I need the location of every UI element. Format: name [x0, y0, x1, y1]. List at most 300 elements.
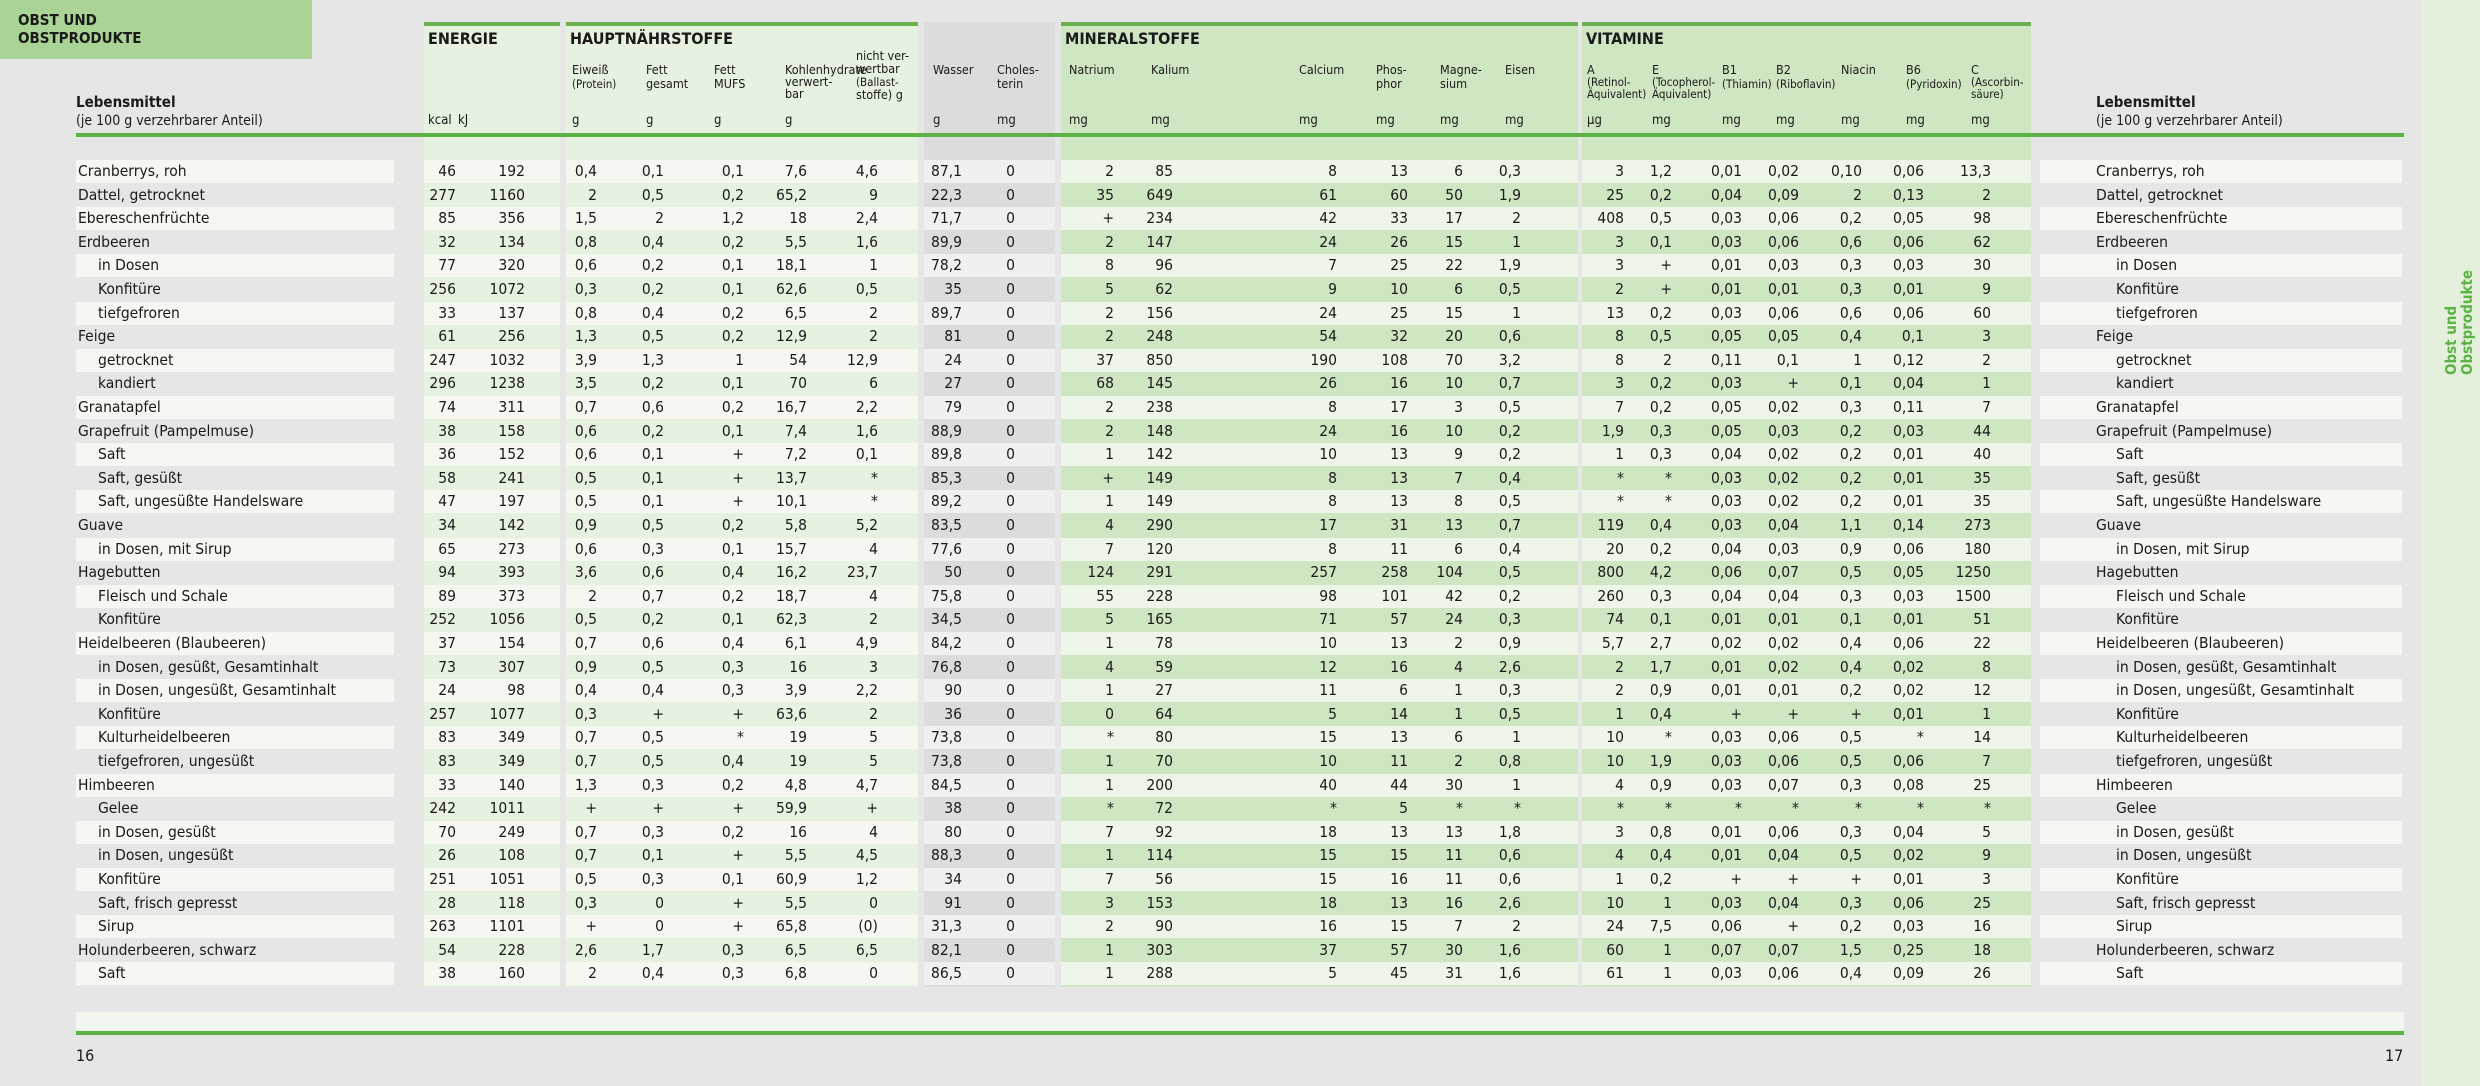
nutrient-value: 33	[438, 303, 456, 322]
nutrient-value: 1,3	[641, 350, 664, 369]
nutrient-value: 800	[1597, 563, 1624, 582]
nutrient-value: 20	[1606, 539, 1624, 558]
nutrient-value: 1	[1512, 775, 1521, 794]
nutrient-value: 0	[1006, 256, 1015, 275]
nutrient-value: 0,6	[641, 563, 664, 582]
nutrient-value: 79	[944, 398, 962, 416]
row-stripe	[2040, 302, 2402, 325]
nutrient-value: 24	[1319, 421, 1337, 440]
nutrient-value: 1	[1105, 752, 1114, 770]
nutrient-value: 0,2	[721, 586, 744, 605]
nutrient-value: 37	[438, 634, 456, 652]
nutrient-value: 0,2	[1839, 209, 1862, 228]
nutrient-value: 24	[1445, 610, 1463, 629]
nutrient-value: 85	[1155, 162, 1173, 180]
row-stripe	[2040, 915, 2402, 938]
nutrient-value: 0,03	[1710, 775, 1742, 794]
nutrient-value: 2	[1105, 327, 1114, 346]
food-name-right: Himbeeren	[2096, 775, 2173, 794]
nutrient-value: 1	[1615, 445, 1624, 464]
nutrient-value: +	[866, 799, 878, 818]
nutrient-value: 118	[498, 893, 525, 912]
section-title-line2: OBSTPRODUKTE	[18, 29, 142, 47]
column-subheader: Choles-	[997, 62, 1039, 77]
nutrient-value: 83	[438, 728, 456, 747]
nutrient-value: 22	[1445, 256, 1463, 275]
nutrient-value: 0,3	[721, 964, 744, 983]
nutrient-value: 37	[1096, 350, 1114, 369]
nutrient-value: 273	[498, 539, 525, 558]
nutrient-value: 0	[1006, 539, 1015, 558]
nutrient-value: 4,8	[784, 775, 807, 794]
nutrient-value: 89,9	[930, 232, 962, 251]
nutrient-value: 60	[1973, 303, 1991, 322]
nutrient-value: 2	[869, 303, 878, 322]
nutrient-value: 0,2	[1498, 586, 1521, 605]
nutrient-value: *	[1792, 799, 1799, 818]
nutrient-value: 0	[1006, 634, 1015, 652]
nutrient-value: 0,03	[1892, 586, 1924, 605]
food-name-right: Hagebutten	[2096, 563, 2179, 582]
nutrient-value: 76,8	[930, 657, 962, 676]
nutrient-value: 59	[1155, 657, 1173, 676]
nutrient-value: 0,05	[1892, 209, 1924, 228]
nutrient-value: 0,04	[1892, 374, 1924, 393]
nutrient-value: 0,3	[1498, 162, 1521, 180]
nutrient-value: 45	[1390, 964, 1408, 983]
side-tab-line2: Obstprodukte	[2458, 269, 2476, 375]
nutrient-value: 2,2	[855, 681, 878, 700]
nutrient-value: 4	[869, 539, 878, 558]
column-subheader: Kohlenhydrate	[785, 62, 867, 77]
table-bottom-strip	[76, 1012, 2404, 1030]
nutrient-value: 160	[498, 964, 525, 983]
nutrient-value: 1,6	[855, 421, 878, 440]
nutrient-value: 12,9	[775, 327, 807, 346]
nutrient-value: 142	[498, 516, 525, 534]
food-name-left: Himbeeren	[78, 775, 155, 794]
nutrient-value: 147	[1146, 232, 1173, 251]
nutrient-value: 0	[1006, 445, 1015, 464]
nutrient-value: 31,3	[930, 917, 962, 936]
nutrient-value: 1,9	[1498, 256, 1521, 275]
nutrient-value: 31	[1445, 964, 1463, 983]
nutrient-value: 36	[438, 445, 456, 464]
nutrient-value: 228	[498, 940, 525, 959]
nutrient-value: 0	[1006, 775, 1015, 794]
nutrient-value: 9	[1982, 846, 1991, 865]
nutrient-value: 7	[1615, 398, 1624, 416]
nutrient-value: 1051	[489, 870, 525, 888]
column-subheader: (Pyridoxin)	[1906, 77, 1962, 91]
nutrient-value: 19	[789, 752, 807, 770]
nutrient-value: 72	[1155, 799, 1173, 818]
nutrient-value: 0	[1006, 728, 1015, 747]
food-name-left: Konfitüre	[98, 870, 161, 888]
nutrient-value: 0	[1006, 563, 1015, 582]
nutrient-value: 0,6	[1839, 303, 1862, 322]
nutrient-value: 13	[1390, 162, 1408, 180]
nutrient-value: 16	[1319, 917, 1337, 936]
nutrient-value: 256	[498, 327, 525, 346]
nutrient-value: 10	[1606, 893, 1624, 912]
nutrient-value: *	[1917, 728, 1924, 747]
nutrient-value: +	[732, 917, 744, 936]
nutrient-value: 16	[1390, 657, 1408, 676]
nutrient-value: 8	[1328, 162, 1337, 180]
food-name-left: Konfitüre	[98, 280, 161, 298]
column-subheader: B2	[1776, 62, 1791, 77]
nutrient-value: 1	[1512, 303, 1521, 322]
row-stripe	[2040, 514, 2402, 537]
nutrient-value: 242	[429, 799, 456, 818]
nutrient-value: *	[1456, 799, 1463, 818]
food-name-right: getrocknet	[2116, 350, 2192, 369]
nutrient-value: 0,3	[1839, 586, 1862, 605]
nutrient-value: 4,5	[855, 846, 878, 865]
nutrient-value: 35	[944, 280, 962, 298]
nutrient-value: 0,2	[1649, 185, 1672, 204]
nutrient-value: 373	[498, 586, 525, 605]
nutrient-value: 14	[1390, 704, 1408, 723]
nutrient-value: 0,04	[1767, 516, 1799, 534]
nutrient-value: 0,02	[1767, 634, 1799, 652]
nutrient-value: 1,6	[1498, 940, 1521, 959]
column-group-title: HAUPTNÄHRSTOFFE	[570, 29, 733, 48]
column-subheader: Kalium	[1151, 62, 1190, 77]
nutrient-value: 3	[1615, 822, 1624, 841]
nutrient-value: 62	[1973, 232, 1991, 251]
nutrient-value: 0,1	[1776, 350, 1799, 369]
nutrient-value: 0,2	[641, 374, 664, 393]
nutrient-value: 17	[1390, 398, 1408, 416]
nutrient-value: 5	[869, 752, 878, 770]
nutrient-value: 8	[1328, 468, 1337, 487]
nutrient-value: +	[732, 893, 744, 912]
nutrient-value: 0,03	[1710, 728, 1742, 747]
nutrient-value: 10	[1445, 374, 1463, 393]
nutrient-value: 1,6	[855, 232, 878, 251]
nutrient-value: 0,5	[641, 327, 664, 346]
food-name-right: Konfitüre	[2116, 870, 2179, 888]
food-name-right: Gelee	[2116, 799, 2157, 818]
nutrient-value: 38	[944, 799, 962, 818]
nutrient-value: 5,5	[784, 232, 807, 251]
nutrient-value: 13,7	[775, 468, 807, 487]
nutrient-value: 61	[438, 327, 456, 346]
nutrient-value: 0,05	[1710, 398, 1742, 416]
nutrient-value: 38	[438, 421, 456, 440]
nutrient-value: 0	[1006, 421, 1015, 440]
food-name-left: Konfitüre	[98, 610, 161, 629]
nutrient-value: 290	[1146, 516, 1173, 534]
food-name-right: Saft, frisch gepresst	[2116, 893, 2256, 912]
food-name-right: Saft, ungesüßte Handelsware	[2116, 492, 2322, 511]
left-food-column-title: Lebensmittel	[76, 93, 176, 111]
row-stripe	[2040, 443, 2402, 466]
nutrient-value: 0,5	[641, 728, 664, 747]
nutrient-value: 24	[1606, 917, 1624, 936]
nutrient-value: 0,03	[1767, 421, 1799, 440]
nutrient-value: 0	[1006, 681, 1015, 700]
nutrient-value: 18	[1319, 893, 1337, 912]
nutrient-value: *	[1107, 799, 1114, 818]
nutrient-value: 0,09	[1892, 964, 1924, 983]
column-subheader: verwert-	[785, 74, 833, 89]
nutrient-value: 0	[1006, 917, 1015, 936]
nutrient-value: 1,9	[1601, 421, 1624, 440]
nutrient-value: 12,9	[846, 350, 878, 369]
nutrient-value: 2	[588, 185, 597, 204]
nutrient-value: *	[1514, 799, 1521, 818]
nutrient-value: 119	[1597, 516, 1624, 534]
nutrient-value: 32	[1390, 327, 1408, 346]
nutrient-value: 1238	[489, 374, 525, 393]
nutrient-value: +	[732, 468, 744, 487]
nutrient-value: 1,6	[1498, 964, 1521, 983]
nutrient-value: 0	[1006, 350, 1015, 369]
nutrient-value: 18	[1973, 940, 1991, 959]
food-name-left: in Dosen, mit Sirup	[98, 539, 232, 558]
row-stripe	[2040, 962, 2402, 985]
nutrient-value: 54	[438, 940, 456, 959]
food-name-right: Cranberrys, roh	[2096, 162, 2205, 180]
nutrient-value: 0,6	[641, 634, 664, 652]
nutrient-value: 10	[1606, 752, 1624, 770]
nutrient-value: 0,01	[1710, 846, 1742, 865]
nutrient-value: 0,6	[574, 539, 597, 558]
nutrient-value: 18,1	[775, 256, 807, 275]
nutrient-value: 0,2	[721, 185, 744, 204]
nutrient-value: 0,5	[574, 870, 597, 888]
nutrient-value: 0,06	[1892, 232, 1924, 251]
nutrient-value: 0,4	[1649, 516, 1672, 534]
nutrient-value: +	[732, 492, 744, 511]
nutrient-value: 0,6	[574, 421, 597, 440]
nutrient-value: 4	[1105, 516, 1114, 534]
nutrient-value: 197	[498, 492, 525, 511]
nutrient-value: 0,03	[1710, 303, 1742, 322]
nutrient-value: 0,04	[1710, 185, 1742, 204]
nutrient-value: 0	[1006, 327, 1015, 346]
nutrient-value: 0,02	[1892, 681, 1924, 700]
nutrient-value: 2	[1105, 398, 1114, 416]
nutrient-value: 4,2	[1649, 563, 1672, 582]
nutrient-value: 0,02	[1892, 846, 1924, 865]
nutrient-value: 124	[1087, 563, 1114, 582]
food-name-right: Grapefruit (Pampelmuse)	[2096, 421, 2273, 440]
nutrient-value: 0,12	[1892, 350, 1924, 369]
nutrient-value: 13	[1445, 822, 1463, 841]
column-subheader: Natrium	[1069, 62, 1115, 77]
nutrient-value: 1032	[489, 350, 525, 369]
nutrient-value: 0,5	[641, 185, 664, 204]
nutrient-value: 0,11	[1892, 398, 1924, 416]
nutrient-value: 0	[869, 964, 878, 983]
nutrient-value: 0,2	[1839, 492, 1862, 511]
nutrient-value: 17	[1319, 516, 1337, 534]
food-name-left: tiefgefroren	[98, 303, 180, 322]
column-subheader: Fett	[714, 62, 736, 77]
nutrient-value: 12	[1973, 681, 1991, 700]
column-subheader: B6	[1906, 62, 1921, 77]
column-subheader: (Retinol-	[1587, 75, 1631, 89]
nutrient-value: +	[1102, 468, 1114, 487]
row-stripe	[2040, 608, 2402, 631]
nutrient-value: 0,2	[1839, 468, 1862, 487]
nutrient-value: 108	[1381, 350, 1408, 369]
nutrient-value: 0,4	[1498, 539, 1521, 558]
nutrient-value: 0,5	[855, 280, 878, 298]
nutrient-value: *	[1617, 468, 1624, 487]
nutrient-value: 0,5	[1649, 209, 1672, 228]
nutrient-value: 5,7	[1601, 634, 1624, 652]
nutrient-value: 0,4	[641, 964, 664, 983]
column-unit: g	[572, 113, 580, 128]
nutrient-value: 251	[429, 870, 456, 888]
nutrient-value: *	[871, 468, 878, 487]
nutrient-value: 0,01	[1710, 280, 1742, 298]
column-unit: mg	[1776, 113, 1795, 128]
nutrient-value: 0,07	[1767, 563, 1799, 582]
side-tab-line1: Obst und	[2442, 305, 2460, 375]
nutrient-value: 1	[1982, 704, 1991, 723]
nutrient-value: 5	[1399, 799, 1408, 818]
nutrient-value: 0,13	[1892, 185, 1924, 204]
nutrient-value: 83,5	[930, 516, 962, 534]
nutrient-value: 1011	[489, 799, 525, 818]
food-name-right: Ebereschenfrüchte	[2096, 209, 2228, 228]
nutrient-value: 4	[1105, 657, 1114, 676]
nutrient-value: 320	[498, 256, 525, 275]
food-name-right: in Dosen, gesüßt, Gesamtinhalt	[2116, 657, 2337, 676]
nutrient-value: 0,1	[721, 610, 744, 629]
nutrient-value: 62	[1155, 280, 1173, 298]
column-unit: mg	[1971, 113, 1990, 128]
nutrient-value: 8	[1328, 492, 1337, 511]
nutrient-value: 6	[1454, 280, 1463, 298]
nutrient-value: 10	[1606, 728, 1624, 747]
nutrient-value: 0,2	[721, 516, 744, 534]
food-name-left: in Dosen, gesüßt	[98, 822, 216, 841]
nutrient-value: 89	[438, 586, 456, 605]
nutrient-value: 180	[1964, 539, 1991, 558]
nutrient-value: 0,7	[574, 846, 597, 865]
nutrient-value: 0,5	[1839, 752, 1862, 770]
nutrient-value: 26	[438, 846, 456, 865]
nutrient-value: 62,3	[775, 610, 807, 629]
nutrient-value: 71,7	[930, 209, 962, 228]
nutrient-value: 6	[1454, 728, 1463, 747]
nutrient-value: 5	[1328, 704, 1337, 723]
column-subheader: (Ascorbin-	[1971, 75, 2024, 89]
column-subheader: Eiweiß	[572, 62, 609, 77]
nutrient-value: 0,06	[1892, 539, 1924, 558]
food-name-right: in Dosen	[2116, 256, 2178, 275]
nutrient-value: 0,06	[1892, 162, 1924, 180]
nutrient-value: 0,7	[574, 822, 597, 841]
nutrient-value: 98	[507, 681, 525, 700]
nutrient-value: 11	[1445, 846, 1463, 865]
nutrient-value: 0,5	[1649, 327, 1672, 346]
nutrient-value: 81	[944, 327, 962, 346]
food-name-left: Cranberrys, roh	[78, 162, 187, 180]
nutrient-value: 1,5	[574, 209, 597, 228]
nutrient-value: 0,1	[855, 445, 878, 464]
nutrient-value: 40	[1319, 775, 1337, 794]
nutrient-value: 0,02	[1767, 657, 1799, 676]
column-subheader: A	[1587, 62, 1595, 77]
nutrient-value: 260	[1597, 586, 1624, 605]
nutrient-value: 0,6	[574, 256, 597, 275]
food-name-right: Konfitüre	[2116, 610, 2179, 629]
food-name-right: tiefgefroren	[2116, 303, 2198, 322]
nutrient-value: 91	[944, 893, 962, 912]
nutrient-value: 0,03	[1710, 468, 1742, 487]
row-stripe	[2040, 160, 2402, 183]
nutrient-value: 148	[1146, 421, 1173, 440]
nutrient-value: 0,5	[1498, 563, 1521, 582]
nutrient-value: 34	[944, 870, 962, 888]
nutrient-value: 0,8	[1649, 822, 1672, 841]
nutrient-value: 54	[789, 350, 807, 369]
nutrient-value: 649	[1146, 185, 1173, 204]
row-stripe	[2040, 467, 2402, 490]
nutrient-value: 258	[1381, 563, 1408, 582]
column-subheader: gesamt	[646, 76, 689, 91]
nutrient-value: 64	[1155, 704, 1173, 723]
nutrient-value: 349	[498, 752, 525, 770]
nutrient-value: 0,06	[1892, 634, 1924, 652]
nutrient-value: 0,01	[1892, 492, 1924, 511]
nutrient-value: 34	[438, 516, 456, 534]
nutrient-value: 4,6	[855, 162, 878, 180]
nutrient-value: 0,04	[1710, 445, 1742, 464]
nutrient-value: 60	[1606, 940, 1624, 959]
nutrient-value: 0,03	[1892, 421, 1924, 440]
nutrient-value: 57	[1390, 940, 1408, 959]
nutrient-value: 152	[498, 445, 525, 464]
row-stripe	[2040, 231, 2402, 254]
nutrient-value: 248	[1146, 327, 1173, 346]
nutrient-value: 256	[429, 280, 456, 298]
nutrient-value: 0,01	[1892, 704, 1924, 723]
nutrient-value: 30	[1445, 940, 1463, 959]
nutrient-value: 31	[1390, 516, 1408, 534]
nutrient-value: 0,2	[641, 256, 664, 275]
nutrient-value: 0,4	[1498, 468, 1521, 487]
row-stripe	[2040, 868, 2402, 891]
row-stripe	[2040, 278, 2402, 301]
nutrient-value: 36	[944, 704, 962, 723]
nutrient-value: 18	[789, 209, 807, 228]
nutrient-value: 8	[1105, 256, 1114, 275]
column-unit: mg	[1440, 113, 1459, 128]
nutrient-value: 0	[1006, 209, 1015, 228]
nutrient-value: 0,9	[1839, 539, 1862, 558]
nutrient-value: 0,4	[1649, 704, 1672, 723]
nutrient-value: 0,8	[574, 303, 597, 322]
nutrient-value: 16	[1390, 870, 1408, 888]
column-subheader: Äquivalent)	[1652, 87, 1712, 101]
row-stripe	[2040, 325, 2402, 348]
nutrient-value: 2	[869, 327, 878, 346]
nutrient-value: 0,2	[1649, 398, 1672, 416]
nutrient-value: +	[1730, 704, 1742, 723]
nutrient-value: 90	[1155, 917, 1173, 936]
nutrient-value: +	[1730, 870, 1742, 888]
nutrient-value: 0,2	[641, 421, 664, 440]
